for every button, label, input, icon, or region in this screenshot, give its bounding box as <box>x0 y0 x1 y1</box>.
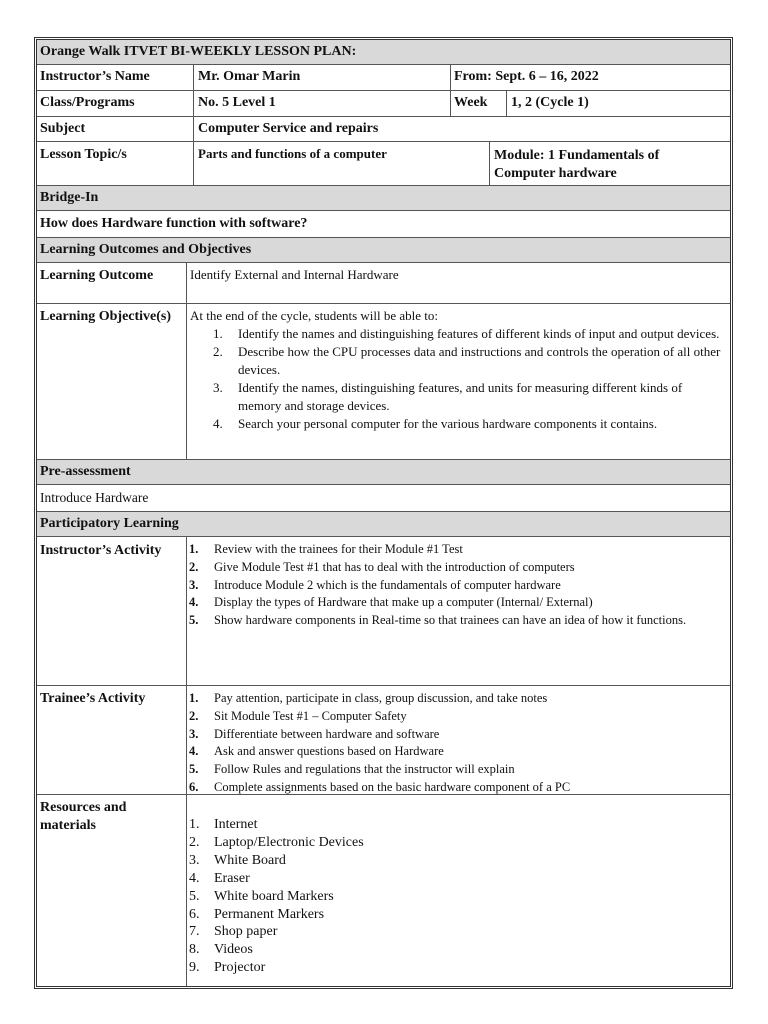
learning-objectives-label: Learning Objective(s) <box>40 309 172 324</box>
list-item: 5. Follow Rules and regulations that the instructor will explain <box>189 762 515 777</box>
list-item: 5. Show hardware components in Real-time so that trainees can have an idea of how it functions. <box>189 613 687 628</box>
trainee-activity-list <box>189 690 709 797</box>
list-item: 1. Pay attention, participate in class, group discussion, and take notes <box>189 691 548 705</box>
trainee-activity-label: Trainee’s Activity <box>40 691 146 706</box>
list-item: 1. Identify the names and distinguishing features of different kinds of input and output devices. <box>213 326 720 341</box>
instructor-activity-label: Instructor’s Activity <box>40 543 162 558</box>
bridge-in-row-bg <box>37 186 730 210</box>
list-item: 2. Describe how the CPU processes data and instructions and controls the operation of all other devices. <box>213 344 721 377</box>
week-label: Week <box>454 95 488 110</box>
module-value: Module: 1 Fundamentals of Computer hardware <box>494 148 660 181</box>
resources-list <box>189 816 489 977</box>
list-item: 6. Complete assignments based on the basic hardware component of a PC <box>189 779 571 794</box>
lesson-topic-value: Parts and functions of a computer <box>198 146 387 161</box>
participatory-learning-heading: Participatory Learning <box>40 516 179 531</box>
learning-outcome-label: Learning Outcome <box>40 268 154 283</box>
subject-label: Subject <box>40 121 86 136</box>
list-item: 4. Display the types of Hardware that make up a computer (Internal/ External) <box>189 595 593 610</box>
list-item: 1. Internet <box>189 817 258 832</box>
pre-assessment-row-bg <box>37 460 730 484</box>
learning-outcome-value: Identify External and Internal Hardware <box>190 267 399 282</box>
subject-value: Computer Service and repairs <box>198 121 379 136</box>
list-item: 5. White board Markers <box>189 888 334 904</box>
list-item: 4. Eraser <box>189 870 250 886</box>
instructor-name-label: Instructor’s Name <box>40 69 150 84</box>
list-item: 4. Ask and answer questions based on Hardware <box>189 744 444 759</box>
page-title: Orange Walk ITVET BI-WEEKLY LESSON PLAN: <box>40 44 357 59</box>
list-item: 7. Shop paper <box>189 924 278 940</box>
list-item: 6. Permanent Markers <box>189 906 325 922</box>
list-item: 3. Differentiate between hardware and software <box>189 726 440 741</box>
list-item: 4. Search your personal computer for the various hardware components it contains. <box>213 416 658 431</box>
instructor-activity-list <box>189 541 699 630</box>
bridge-in-heading: Bridge-In <box>40 190 99 205</box>
list-item: 2. Laptop/Electronic Devices <box>189 834 364 850</box>
resources-label: Resources and materials <box>40 800 127 833</box>
objectives-intro: At the end of the cycle, students will be able to: <box>190 308 439 323</box>
list-item: 9. Projector <box>189 960 266 976</box>
list-item: 8. Videos <box>189 942 253 958</box>
lesson-topic-label: Lesson Topic/s <box>40 147 127 162</box>
week-value: 1, 2 (Cycle 1) <box>511 95 589 110</box>
class-label: Class/Programs <box>40 95 135 110</box>
list-item: 2. Sit Module Test #1 – Computer Safety <box>189 708 407 723</box>
list-item: 3. Introduce Module 2 which is the fundamentals of computer hardware <box>189 577 561 592</box>
pre-assessment-heading: Pre-assessment <box>40 464 131 479</box>
bridge-in-question: How does Hardware function with software? <box>40 216 308 231</box>
list-item: 2. Give Module Test #1 that has to deal with the introduction of computers <box>189 559 575 574</box>
objectives-list <box>213 325 723 433</box>
learning-outcomes-heading: Learning Outcomes and Objectives <box>40 242 252 257</box>
instructor-name-value: Mr. Omar Marin <box>198 69 301 84</box>
list-item: 3. White Board <box>189 852 286 868</box>
class-value: No. 5 Level 1 <box>198 95 276 110</box>
list-item: 3. Identify the names, distinguishing features, and units for measuring different kinds of memory and storage devices. <box>213 380 683 413</box>
date-range: From: Sept. 6 – 16, 2022 <box>454 69 599 84</box>
list-item: 1. Review with the trainees for their Module #1 Test <box>189 542 463 556</box>
pre-assessment-value: Introduce Hardware <box>40 490 149 505</box>
